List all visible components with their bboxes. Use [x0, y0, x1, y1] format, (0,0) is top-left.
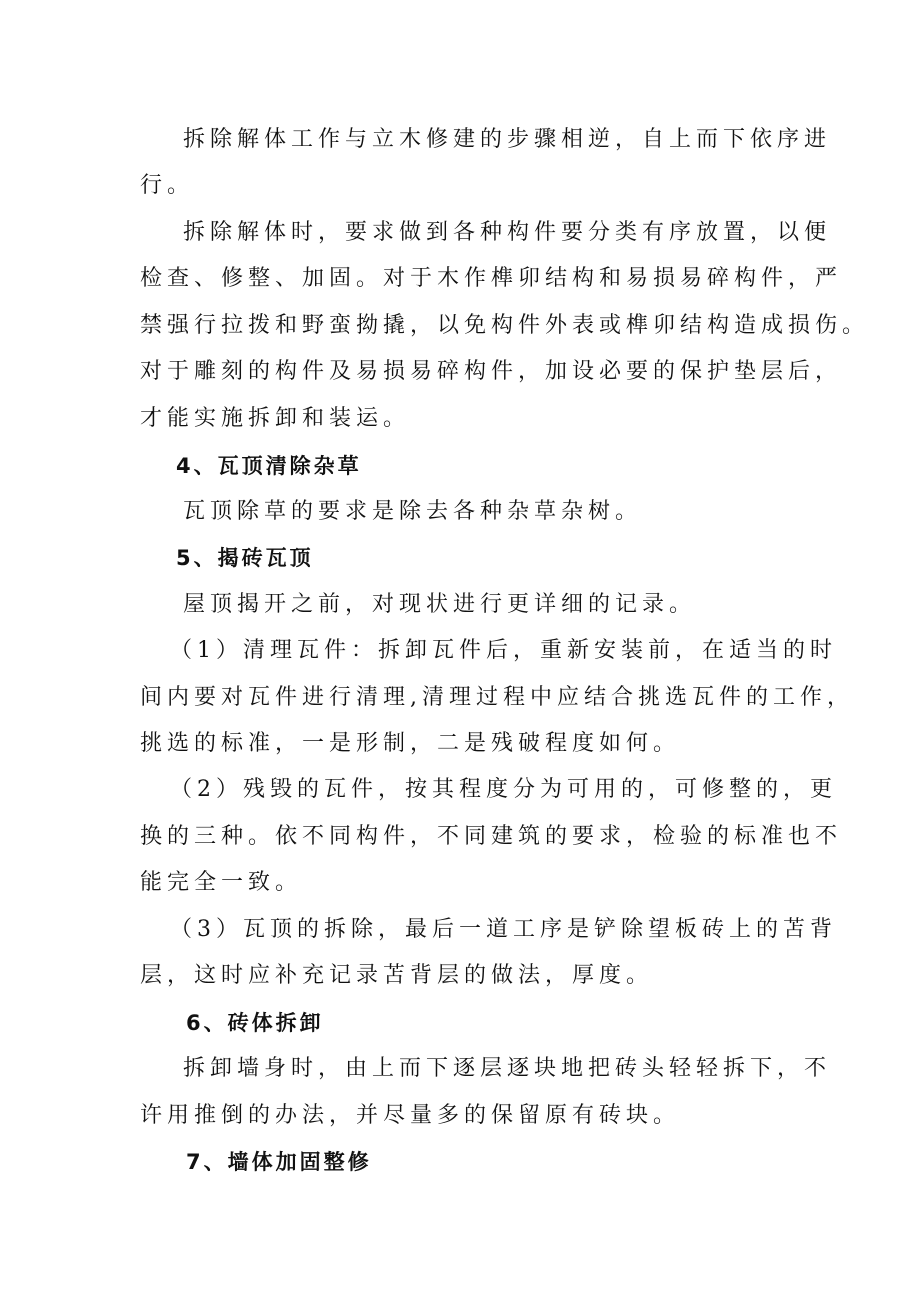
paragraph-line: 屋顶揭开之前，对现状进行更详细的记录。 [183, 592, 697, 617]
paragraph-line: 拆除解体时，要求做到各种构件要分类有序放置，以便 [183, 220, 832, 245]
section-heading-4: 4、瓦顶清除杂草 [176, 454, 362, 478]
paragraph-line: 许用推倒的办法，并尽量多的保留原有砖块。 [140, 1103, 681, 1128]
list-item-line: （3）瓦顶的拆除，最后一道工序是铲除望板砖上的苫背 [170, 917, 837, 942]
paragraph-line: 拆除解体工作与立木修建的步骤相逆，自上而下依序进 [183, 127, 832, 152]
list-item-line: 间内要对瓦件进行清理,清理过程中应结合挑选瓦件的工作， [140, 685, 854, 710]
paragraph-line: 拆卸墙身时，由上而下逐层逐块地把砖头轻轻拆下，不 [183, 1056, 832, 1081]
paragraph-line: 禁强行拉拨和野蛮拗撬，以免构件外表或榫卯结构造成损伤。 [140, 313, 870, 338]
list-item-line: 换的三种。依不同构件，不同建筑的要求，检验的标准也不 [140, 824, 843, 849]
section-heading-7: 7、墙体加固整修 [186, 1150, 372, 1174]
paragraph-line: 才能实施拆卸和装运。 [140, 406, 411, 431]
paragraph-line: 对于雕刻的构件及易损易碎构件，加设必要的保护垫层后， [140, 359, 843, 384]
section-heading-6: 6、砖体拆卸 [186, 1011, 324, 1035]
paragraph-line: 瓦顶除草的要求是除去各种杂草杂树。 [183, 499, 643, 524]
list-item-line: 挑选的标准，一是形制，二是残破程度如何。 [140, 731, 681, 756]
list-item-line: 层，这时应补充记录苫背层的做法，厚度。 [140, 963, 654, 988]
section-heading-5: 5、揭砖瓦顶 [176, 546, 314, 570]
list-item-line: 能完全一致。 [140, 870, 303, 895]
paragraph-line: 行。 [140, 173, 195, 198]
paragraph-line: 检查、修整、加固。对于木作榫卯结构和易损易碎构件，严 [140, 266, 843, 291]
list-item-line: （1）清理瓦件：拆卸瓦件后，重新安装前，在适当的时 [170, 638, 837, 663]
list-item-line: （2）残毁的瓦件，按其程度分为可用的，可修整的，更 [170, 777, 837, 802]
